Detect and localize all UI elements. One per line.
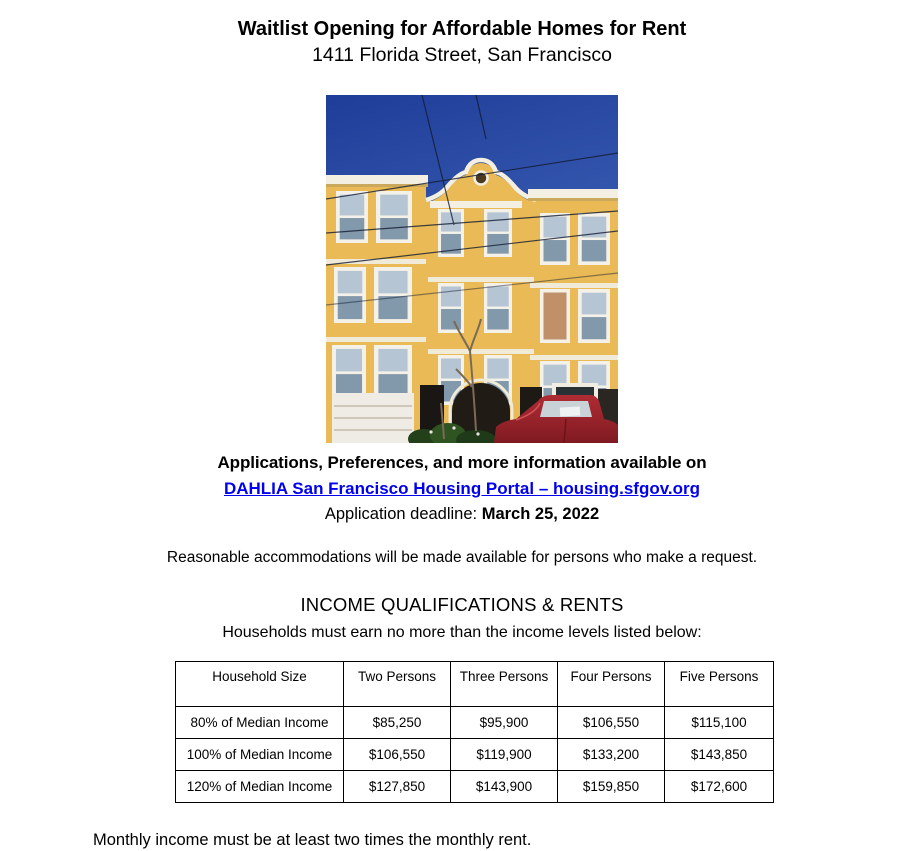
income-cell: $172,600 <box>665 771 774 803</box>
income-cell: $143,900 <box>451 771 558 803</box>
income-table <box>175 661 774 803</box>
col-header-three-persons: Three Persons <box>451 662 558 707</box>
income-cell: $159,850 <box>558 771 665 803</box>
row-label: 100% of Median Income <box>176 739 344 771</box>
page-title: Waitlist Opening for Affordable Homes for Rent <box>237 18 687 40</box>
deadline-line <box>0 502 924 527</box>
deadline-value: March 25, 2022 <box>481 505 600 523</box>
row-label: 80% of Median Income <box>176 707 344 739</box>
income-cell: $143,850 <box>665 739 774 771</box>
income-table-header-row <box>176 662 774 707</box>
row-label: 120% of Median Income <box>176 771 344 803</box>
income-cell: $127,850 <box>344 771 451 803</box>
accommodations-note: Reasonable accommodations will be made available for persons who make a request. <box>166 549 758 566</box>
col-header-household-size: Household Size <box>176 662 344 707</box>
income-cell: $95,900 <box>451 707 558 739</box>
dahlia-portal-link[interactable]: DAHLIA San Francisco Housing Portal – housing.sfgov.org <box>223 479 701 498</box>
monthly-income-note: Monthly income must be at least two times the monthly rent. <box>93 831 532 849</box>
portal-link-line <box>0 476 924 502</box>
income-cell: $85,250 <box>344 707 451 739</box>
col-header-five-persons: Five Persons <box>665 662 774 707</box>
building-photo <box>326 95 618 443</box>
table-row <box>176 739 774 771</box>
deadline-label: Application deadline: <box>324 505 482 523</box>
income-cell: $133,200 <box>558 739 665 771</box>
income-section-heading: INCOME QUALIFICATIONS & RENTS <box>300 594 624 615</box>
income-cell: $115,100 <box>665 707 774 739</box>
col-header-four-persons: Four Persons <box>558 662 665 707</box>
page-subtitle: 1411 Florida Street, San Francisco <box>312 44 612 66</box>
income-cell: $106,550 <box>344 739 451 771</box>
income-cell: $119,900 <box>451 739 558 771</box>
table-row <box>176 707 774 739</box>
building-illustration <box>326 95 618 443</box>
table-row <box>176 771 774 803</box>
income-section-subheading: Households must earn no more than the income levels listed below: <box>222 624 702 641</box>
income-cell: $106,550 <box>558 707 665 739</box>
col-header-two-persons: Two Persons <box>344 662 451 707</box>
availability-line: Applications, Preferences, and more information available on <box>217 453 707 472</box>
